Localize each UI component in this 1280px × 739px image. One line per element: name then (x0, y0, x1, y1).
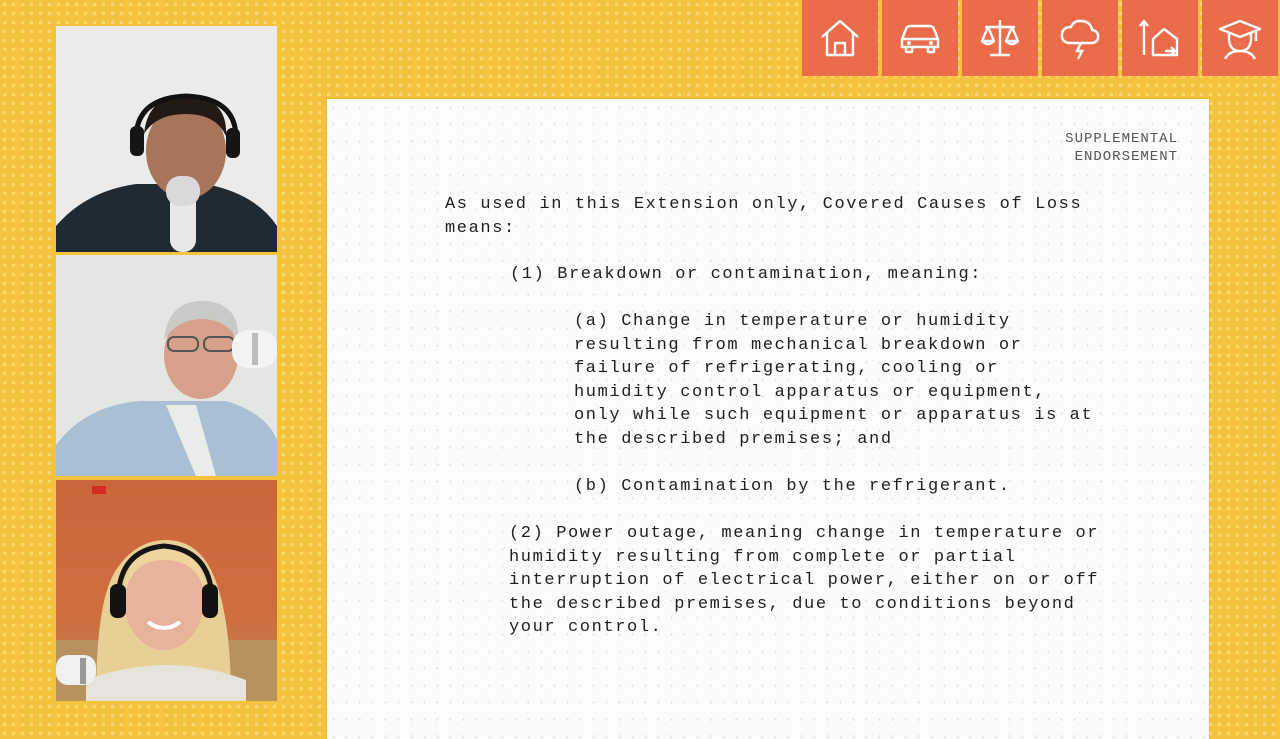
scales-icon (975, 13, 1025, 63)
item-1a-paragraph (574, 310, 1093, 451)
document-header (1065, 130, 1178, 166)
header-line-1: SUPPLEMENTAL (1065, 131, 1178, 147)
weather-topic-button[interactable] (1042, 0, 1118, 76)
text-line: your control. (509, 618, 663, 637)
legal-topic-button[interactable] (962, 0, 1038, 76)
text-line: (2) Power outage, meaning change in temperature or (509, 524, 1100, 543)
text-line: failure of refrigerating, cooling or (574, 359, 999, 378)
policy-document (327, 99, 1209, 739)
car-icon (895, 13, 945, 63)
participant-video-2 (56, 255, 277, 476)
auto-topic-button[interactable] (882, 0, 958, 76)
text-line: (a) Change in temperature or humidity (574, 312, 1011, 331)
text-line: resulting from mechanical breakdown or (574, 335, 1023, 355)
header-line-2: ENDORSEMENT (1074, 149, 1178, 165)
topic-icon-bar (802, 0, 1278, 76)
property-value-topic-button[interactable] (1122, 0, 1198, 76)
home-topic-button[interactable] (802, 0, 878, 76)
participant-3-image (56, 480, 277, 701)
item-1b-paragraph: (b) Contamination by the refrigerant. (574, 477, 1011, 496)
text-line: the described premises, due to conditions beyond (509, 594, 1076, 614)
item-1-heading: (1) Breakdown or contamination, meaning: (510, 265, 983, 284)
intro-line: As used in this Extension only, Covered Causes of Loss (445, 195, 1083, 214)
house-growth-icon (1135, 13, 1185, 63)
text-line: the described premises; and (574, 429, 893, 449)
intro-line: means: (445, 218, 516, 238)
graduate-icon (1215, 13, 1265, 63)
participant-video-1 (56, 26, 277, 252)
home-icon (815, 13, 865, 63)
storm-icon (1055, 13, 1105, 63)
text-line: only while such equipment or apparatus is at (574, 406, 1094, 425)
text-line: interruption of electrical power, either on or off (509, 571, 1100, 590)
participant-1-image (56, 26, 277, 252)
text-line: humidity resulting from complete or partial (509, 547, 1017, 567)
participant-video-3 (56, 480, 277, 701)
text-line: humidity control apparatus or equipment, (574, 382, 1047, 402)
item-2-paragraph (509, 522, 1099, 640)
intro-paragraph (445, 193, 1082, 240)
education-topic-button[interactable] (1202, 0, 1278, 76)
participant-2-image (56, 255, 277, 476)
